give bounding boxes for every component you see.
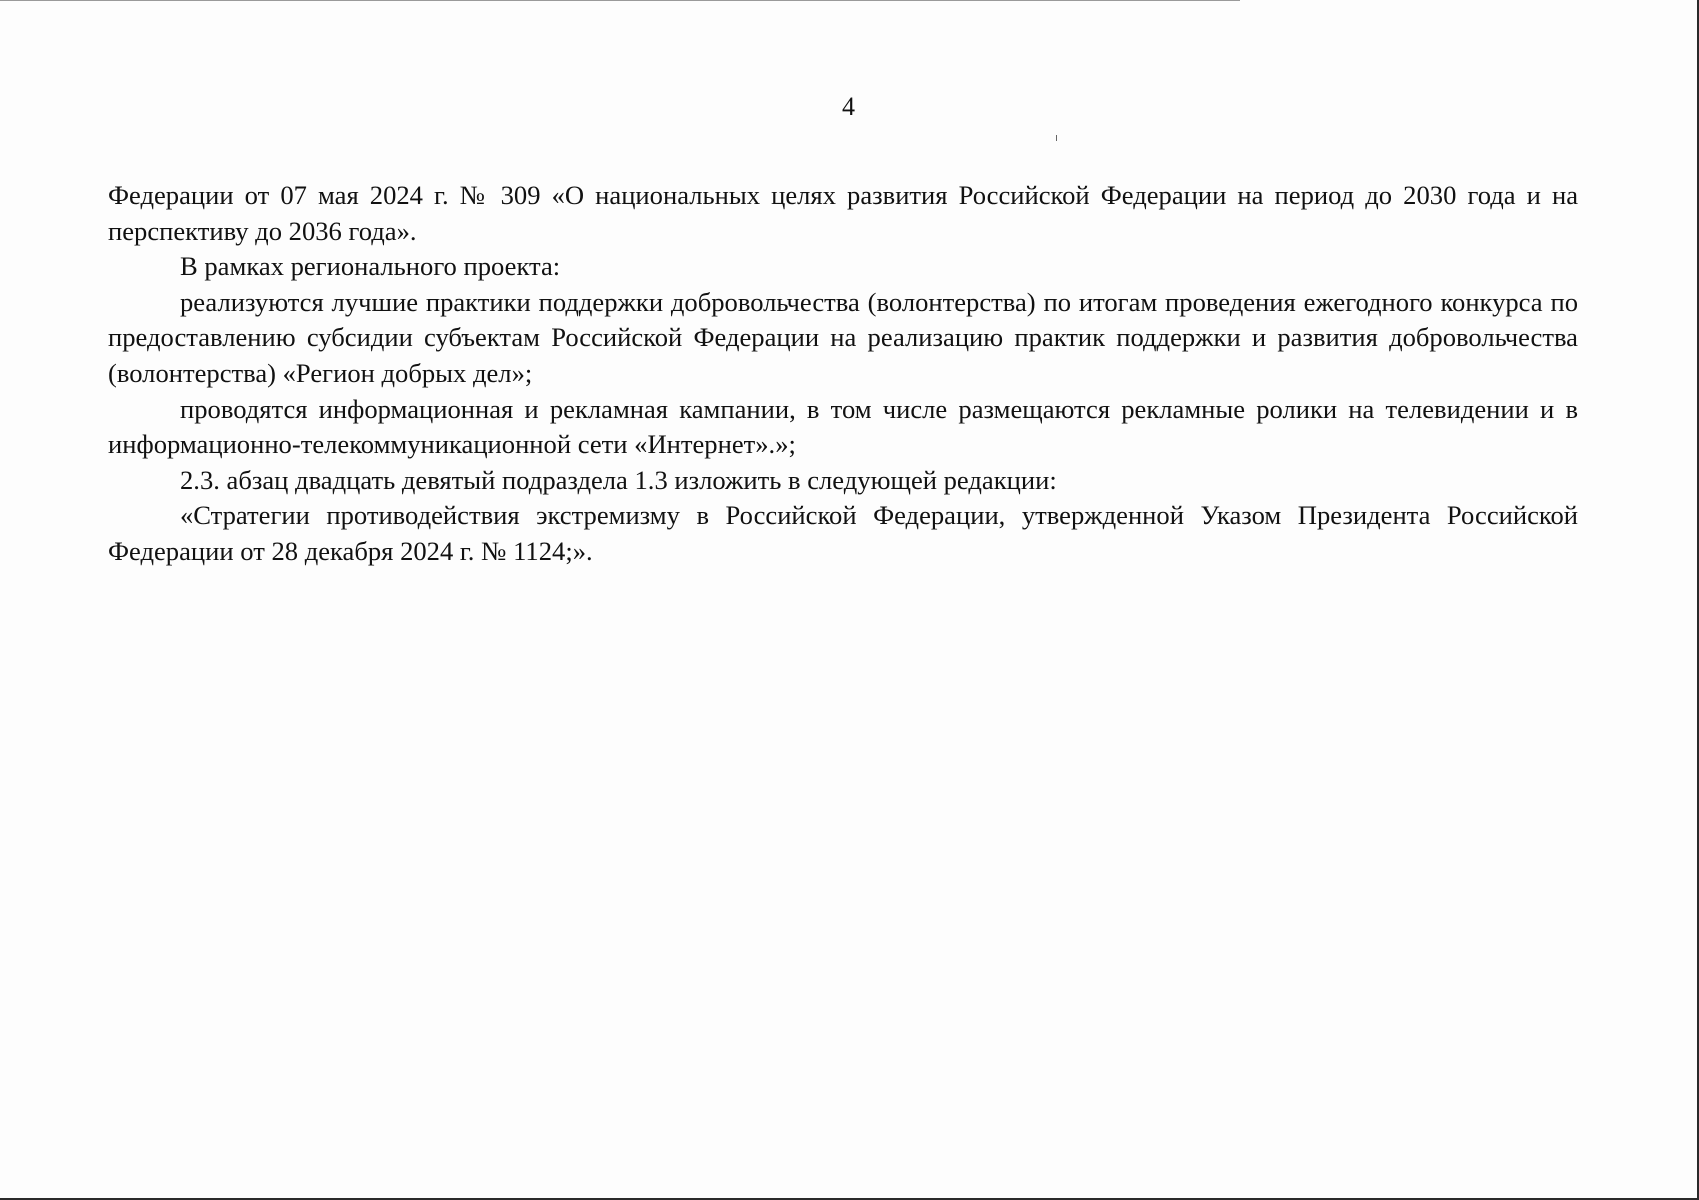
scan-edge-line bbox=[0, 0, 1240, 1]
paragraph-volunteering-practices: реализуются лучшие практики поддержки добровольчества (волонтерства) по итогам проведения ежегодного конкурса по предоставлению субсидии субъектам Российской Федерации на реализацию практик поддержки и развития добровольчества (волонтерства) «Регион добрых дел»; bbox=[108, 286, 1578, 388]
page-number: 4 bbox=[842, 92, 855, 121]
paragraph-continuation: Федерации от 07 мая 2024 г. № 309 «О национальных целях развития Российской Федерации на период до 2030 года и на перспективу до 2036 года». bbox=[108, 180, 1578, 246]
paragraph-advertising-campaigns: проводятся информационная и рекламная кампании, в том числе размещаются рекламные ролики на телевидении и в информационно-телекоммуникационной сети «Интернет».»; bbox=[108, 393, 1578, 460]
paragraph-amendment-2-3: 2.3. абзац двадцать девятый подраздела 1.3 изложить в следующей редакции: bbox=[180, 464, 1057, 495]
scan-speck bbox=[1056, 135, 1057, 141]
paragraph-regional-project-intro: В рамках регионального проекта: bbox=[180, 251, 561, 282]
document-body bbox=[108, 178, 1578, 570]
paragraph-extremism-strategy: «Стратегии противодействия экстремизму в Российской Федерации, утвержденной Указом Президента Российской Федерации от 28 декабря 2024 г. № 1124;». bbox=[108, 500, 1578, 566]
